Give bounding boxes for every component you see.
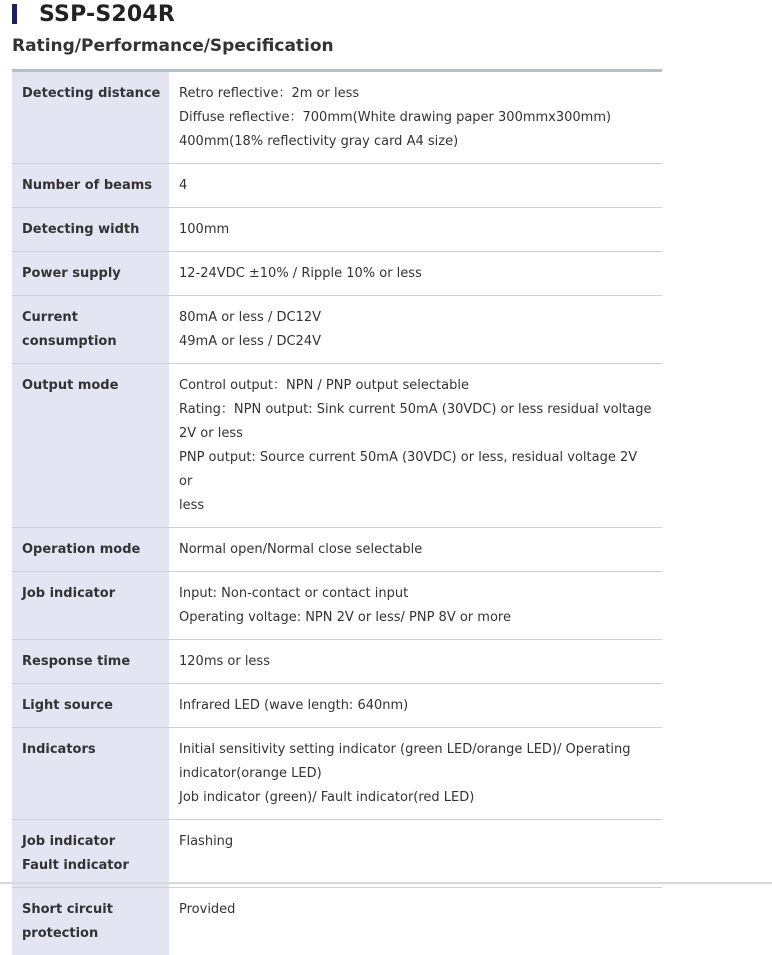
- spec-value-line: Input: Non-contact or contact input: [179, 582, 652, 606]
- spec-label-line: Current: [22, 306, 163, 330]
- spec-value-line: 120ms or less: [179, 650, 652, 674]
- spec-label-line: protection: [22, 922, 163, 946]
- spec-label: [12, 296, 169, 364]
- spec-label: Output mode: [12, 364, 169, 528]
- spec-label: [12, 888, 169, 955]
- spec-value: [169, 640, 662, 684]
- spec-value: [169, 528, 662, 572]
- spec-value-line: Flashing: [179, 830, 652, 854]
- spec-value: [169, 684, 662, 728]
- spec-label: Operation mode: [12, 528, 169, 572]
- spec-label: Number of beams: [12, 164, 169, 208]
- spec-value-line: 49mA or less / DC24V: [179, 330, 652, 354]
- spec-value: [169, 572, 662, 640]
- spec-row-short-circuit-protection: [12, 888, 662, 955]
- spec-value-line: 100mm: [179, 218, 652, 242]
- spec-label: Light source: [12, 684, 169, 728]
- spec-value-line: indicator(orange LED): [179, 762, 652, 786]
- spec-row-indicators: [12, 728, 662, 820]
- spec-value-line: PNP output: Source current 50mA (30VDC) or less, residual voltage 2V or: [179, 446, 652, 494]
- spec-value-line: Control output：NPN / PNP output selectable: [179, 374, 652, 398]
- spec-row-current-consumption: [12, 296, 662, 364]
- spec-value: [169, 296, 662, 364]
- spec-label-line: Job indicator: [22, 830, 163, 854]
- spec-value-line: 12-24VDC ±10% / Ripple 10% or less: [179, 262, 652, 286]
- spec-row-response-time: [12, 640, 662, 684]
- spec-value-line: less: [179, 494, 652, 518]
- spec-row-detecting-distance: [12, 71, 662, 164]
- spec-label: Detecting width: [12, 208, 169, 252]
- spec-label-line: Fault indicator: [22, 854, 163, 878]
- spec-value-line: Provided: [179, 898, 652, 922]
- spec-label: Detecting distance: [12, 71, 169, 164]
- spec-row-light-source: [12, 684, 662, 728]
- spec-value-line: Infrared LED (wave length: 640nm): [179, 694, 652, 718]
- spec-value-line: Job indicator (green)/ Fault indicator(red LED): [179, 786, 652, 810]
- spec-row-power-supply: [12, 252, 662, 296]
- spec-value: [169, 888, 662, 955]
- spec-value: [169, 252, 662, 296]
- product-title-text: SSP-S204R: [39, 2, 175, 27]
- spec-label: Job indicator: [12, 572, 169, 640]
- spec-label: Power supply: [12, 252, 169, 296]
- spec-row-operation-mode: [12, 528, 662, 572]
- spec-value-line: Operating voltage: NPN 2V or less/ PNP 8V or more: [179, 606, 652, 630]
- product-title: [12, 0, 175, 28]
- spec-value: [169, 728, 662, 820]
- spec-row-detecting-width: [12, 208, 662, 252]
- spec-label: Response time: [12, 640, 169, 684]
- spec-value-line: Diffuse reflective：700mm(White drawing paper 300mmx300mm): [179, 106, 652, 130]
- spec-value: [169, 164, 662, 208]
- section-heading: Rating/Performance/Specification: [12, 36, 334, 56]
- spec-table: [12, 69, 662, 955]
- spec-row-number-of-beams: [12, 164, 662, 208]
- spec-label: [12, 820, 169, 888]
- title-accent-bar: [12, 4, 17, 24]
- spec-row-job-fault-indicator: [12, 820, 662, 888]
- spec-row-job-indicator: [12, 572, 662, 640]
- spec-value-line: 400mm(18% reflectivity gray card A4 size): [179, 130, 652, 154]
- spec-row-output-mode: [12, 364, 662, 528]
- spec-value: [169, 364, 662, 528]
- spec-value-line: Normal open/Normal close selectable: [179, 538, 652, 562]
- spec-value: [169, 820, 662, 888]
- spec-value-line: 80mA or less / DC12V: [179, 306, 652, 330]
- spec-label: Indicators: [12, 728, 169, 820]
- spec-value-line: Rating：NPN output: Sink current 50mA (30VDC) or less residual voltage: [179, 398, 652, 422]
- spec-label-line: Short circuit: [22, 898, 163, 922]
- spec-value: [169, 71, 662, 164]
- spec-value-line: 4: [179, 174, 652, 198]
- spec-label-line: consumption: [22, 330, 163, 354]
- spec-value-line: Retro reflective：2m or less: [179, 82, 652, 106]
- spec-value-line: 2V or less: [179, 422, 652, 446]
- spec-value: [169, 208, 662, 252]
- spec-value-line: Initial sensitivity setting indicator (green LED/orange LED)/ Operating: [179, 738, 652, 762]
